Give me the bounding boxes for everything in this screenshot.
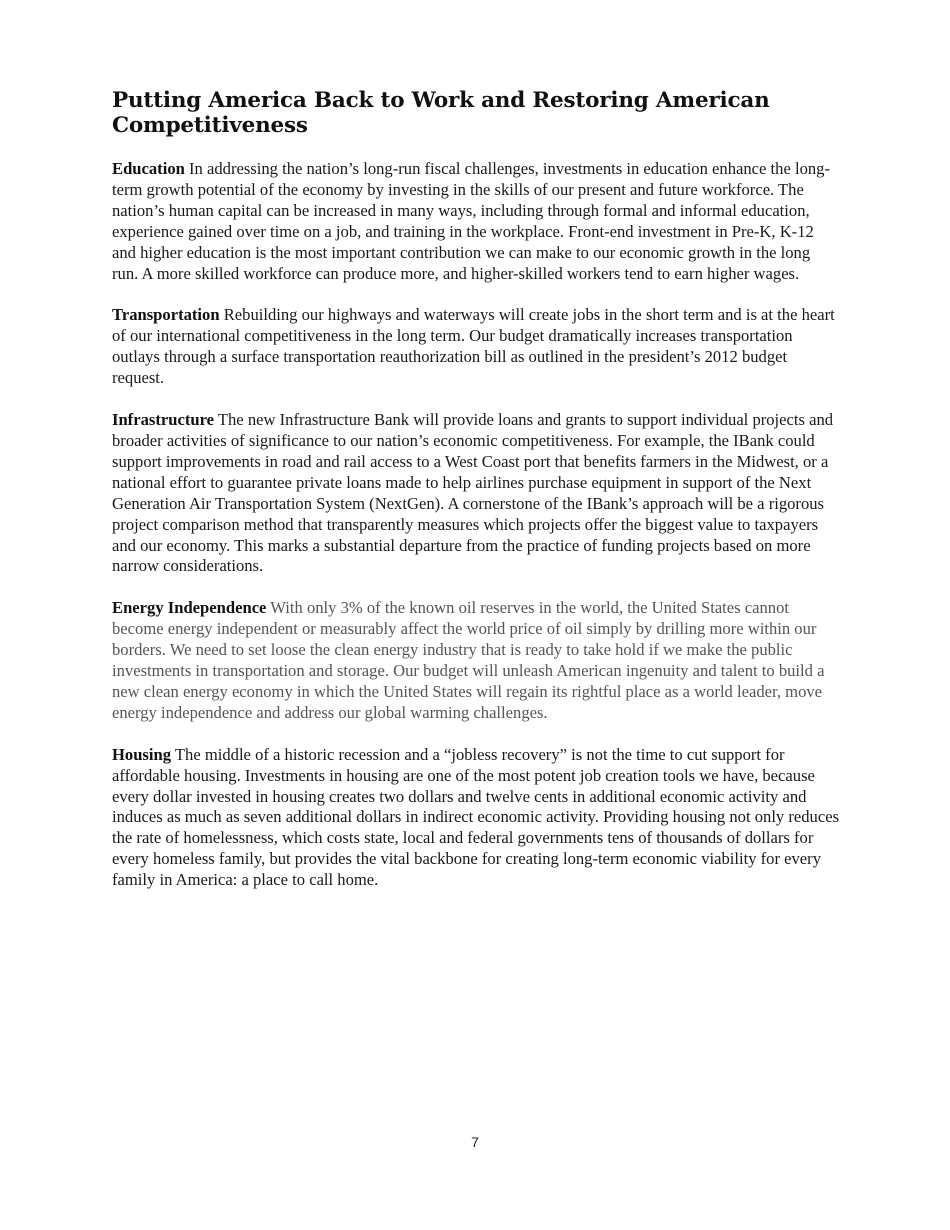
section-housing [112, 745, 840, 891]
page-title: Putting America Back to Work and Restoring American Competitiveness [112, 88, 770, 138]
section-heading: Transportation [112, 305, 220, 325]
section-education [112, 159, 840, 284]
section-body: The middle of a historic recession and a “jobless recovery” is not the time to cut support for affordable housing. Investments in housing are one of the most potent job creation tools we have, because every dollar invested in housing creates two dollars and twelve cents in additional economic activity and induces as much as seven additional dollars in indirect economic activity. Providing housing not only reduces the rate of homelessness, which costs state, local and federal governments tens of thousands of dollars for every homeless family, but provides the vital backbone for creating long-term economic viability for every family in America: a place to call home. [112, 744, 840, 890]
section-body: The new Infrastructure Bank will provide loans and grants to support individual projects and broader activities of significance to our nation’s economic competitiveness. For example, the IBank could support improvements in road and rail access to a West Coast port that benefits farmers in the Midwest, or a national effort to guarantee private loans made to help airlines purchase equipment in support of the Next Generation Air Transportation System (NextGen). A cornerstone of the IBank’s approach will be a rigorous project comparison method that transparently measures which projects offer the biggest value to taxpayers and our economy. This marks a substantial departure from the practice of funding projects based on more narrow considerations. [112, 410, 834, 576]
section-heading: Energy Independence [112, 598, 267, 618]
page-number: 7 [471, 1134, 479, 1150]
section-heading: Infrastructure [112, 410, 215, 430]
section-body: Rebuilding our highways and waterways will create jobs in the short term and is at the heart of our international competitiveness in the long term. Our budget dramatically increases transportation outlays through a surface transportation reauthorization bill as outlined in the president’s 2012 budget request. [112, 305, 835, 388]
section-energy-independence [112, 598, 840, 723]
document-content [112, 88, 840, 912]
section-transportation [112, 305, 840, 389]
section-heading: Housing [112, 744, 172, 764]
section-infrastructure [112, 410, 840, 577]
section-body: In addressing the nation’s long-run fiscal challenges, investments in education enhance the long-term growth potential of the economy by investing in the skills of our present and future workforce. The nation’s human capital can be increased in many ways, including through formal and informal education, experience gained over time on a job, and training in the workplace. Front-end investment in Pre-K, K-12 and higher education is the most important contribution we can make to our economic growth in the long run. A more skilled workforce can produce more, and higher-skilled workers tend to earn higher wages. [112, 159, 830, 283]
section-body: With only 3% of the known oil reserves in the world, the United States cannot become energy independent or measurably affect the world price of oil simply by drilling more within our borders. We need to set loose the clean energy industry that is ready to take hold if we make the public investments in transportation and storage. Our budget will unleash American ingenuity and talent to build a new clean energy economy in which the United States will regain its rightful place as a world leader, move energy independence and address our global warming challenges. [112, 598, 825, 722]
section-heading: Education [112, 159, 185, 178]
